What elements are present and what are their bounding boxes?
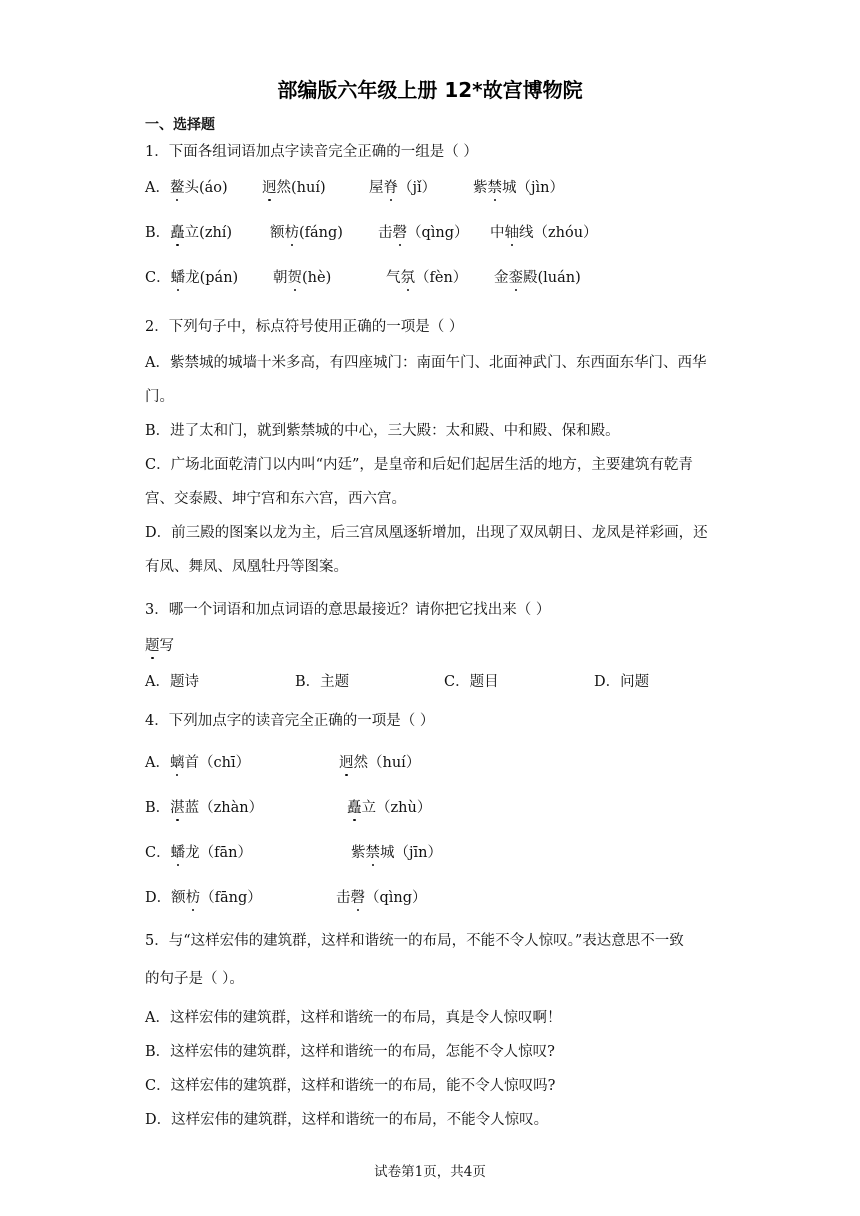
q1-c-item-2: 朝贺(hè) — [273, 266, 331, 287]
question-5-option-b: B．这样宏伟的建筑群，这样和谐统一的布局，怎能不令人惊叹? — [145, 1044, 555, 1060]
q1-a-item-3: 屋脊（jǐ） — [369, 176, 436, 197]
question-5-option-c: C．这样宏伟的建筑群，这样和谐统一的布局，能不令人惊叹吗? — [145, 1078, 556, 1094]
question-5-option-a: A．这样宏伟的建筑群，这样和谐统一的布局，真是令人惊叹啊！ — [145, 1010, 562, 1026]
q1-a-item-1: A．鳌头(áo) — [145, 176, 228, 197]
question-2-stem: 2．下列句子中，标点符号使用正确的一项是（ ） — [145, 319, 464, 335]
dotted-char: 贺 — [288, 266, 303, 287]
q1-c-item-1: C．蟠龙(pán) — [145, 266, 238, 287]
question-3-stem: 3．哪一个词语和加点词语的意思最接近？请你把它找出来（ ） — [145, 602, 551, 618]
dotted-char: 磬 — [393, 221, 408, 242]
question-4-option-a-1: A．螭首（chī） — [145, 751, 250, 772]
question-3-word: 题写 — [145, 634, 174, 655]
dotted-char: 蟠 — [171, 266, 186, 287]
page-footer: 试卷第1页，共4页 — [374, 1164, 486, 1180]
dotted-char: 蟠 — [171, 841, 186, 862]
dotted-char: 枋 — [186, 886, 201, 907]
dotted-char: 禁 — [366, 841, 381, 862]
question-5-stem-line-2: 的句子是（ ）。 — [145, 971, 244, 987]
question-3-option-a: A．题诗 — [145, 674, 199, 690]
dotted-char: 氛 — [401, 266, 416, 287]
question-3-option-d: D．问题 — [594, 674, 650, 690]
question-4-stem: 4．下列加点字的读音完全正确的一项是（ ） — [145, 713, 435, 729]
question-4-option-b-1: B．湛蓝（zhàn） — [145, 796, 263, 817]
dotted-char: 鳌 — [170, 176, 185, 197]
question-3-option-c: C．题目 — [444, 674, 499, 690]
dotted-char: 禁 — [488, 176, 503, 197]
q1-a-item-2: 迥然(huí) — [262, 176, 326, 197]
dotted-char: 矗 — [170, 221, 185, 242]
dotted-char: 螭 — [170, 751, 185, 772]
question-2-option-d: D．前三殿的图案以龙为主，后三宫凤凰逐斩增加，出现了双凤朝日、龙凤是祥彩画，还有凤、舞凤、凤凰牡丹等图案。 — [145, 525, 708, 575]
question-2-option-b: B．进了太和门，就到紫禁城的中心，三大殿：太和殿、中和殿、保和殿。 — [145, 423, 620, 439]
q1-a-item-4: 紫禁城（jìn） — [473, 176, 564, 197]
q1-b-item-1: B．矗立(zhí) — [145, 221, 232, 242]
q1-c-item-3: 气氛（fèn） — [386, 266, 467, 287]
dotted-char: 磬 — [351, 886, 366, 907]
question-5-stem-line-1: 5．与“这样宏伟的建筑群，这样和谐统一的布局，不能不令人惊叹。”表达意思不一致 — [145, 933, 684, 949]
page-title: 部编版六年级上册 12*故宫博物院 — [277, 78, 583, 102]
question-2-option-c: C．广场北面乾清门以内叫“内廷”，是皇帝和后妃们起居生活的地方，主要建筑有乾青宫、交泰殿、坤宁宫和东六宫，西六宫。 — [145, 457, 693, 507]
dotted-char: 枋 — [285, 221, 300, 242]
q1-b-item-2: 额枋(fáng) — [270, 221, 343, 242]
dotted-char: 迥 — [339, 751, 354, 772]
section-heading: 一、选择题 — [145, 117, 215, 133]
dotted-char: 湛 — [170, 796, 185, 817]
dotted-char: 銮 — [509, 266, 524, 287]
dotted-char: 轴 — [505, 221, 520, 242]
q1-c-item-4: 金銮殿(luán) — [494, 266, 581, 287]
question-4-option-d-1: D．额枋（fāng） — [145, 886, 262, 907]
question-1-stem: 1．下面各组词语加点字读音完全正确的一组是（ ） — [145, 144, 478, 160]
dotted-char: 题 — [145, 634, 160, 655]
question-4-option-c-2: 紫禁城（jīn） — [351, 841, 442, 862]
question-4-option-d-2: 击磬（qìng） — [336, 886, 427, 907]
dotted-char: 矗 — [347, 796, 362, 817]
question-4-option-b-2: 矗立（zhù） — [347, 796, 431, 817]
question-2-option-a: A．紫禁城的城墙十米多高，有四座城门：南面午门、北面神武门、东西面东华门、西华门。 — [145, 355, 707, 405]
q1-b-item-3: 击磬（qìng） — [378, 221, 469, 242]
question-4-option-c-1: C．蟠龙（fān） — [145, 841, 252, 862]
question-4-option-a-2: 迥然（huí） — [339, 751, 420, 772]
dotted-char: 脊 — [384, 176, 399, 197]
question-5-option-d: D．这样宏伟的建筑群，这样和谐统一的布局，不能令人惊叹。 — [145, 1112, 549, 1128]
question-3-option-b: B．主题 — [295, 674, 350, 690]
dotted-char: 迥 — [262, 176, 277, 197]
q1-b-item-4: 中轴线（zhóu） — [490, 221, 598, 242]
